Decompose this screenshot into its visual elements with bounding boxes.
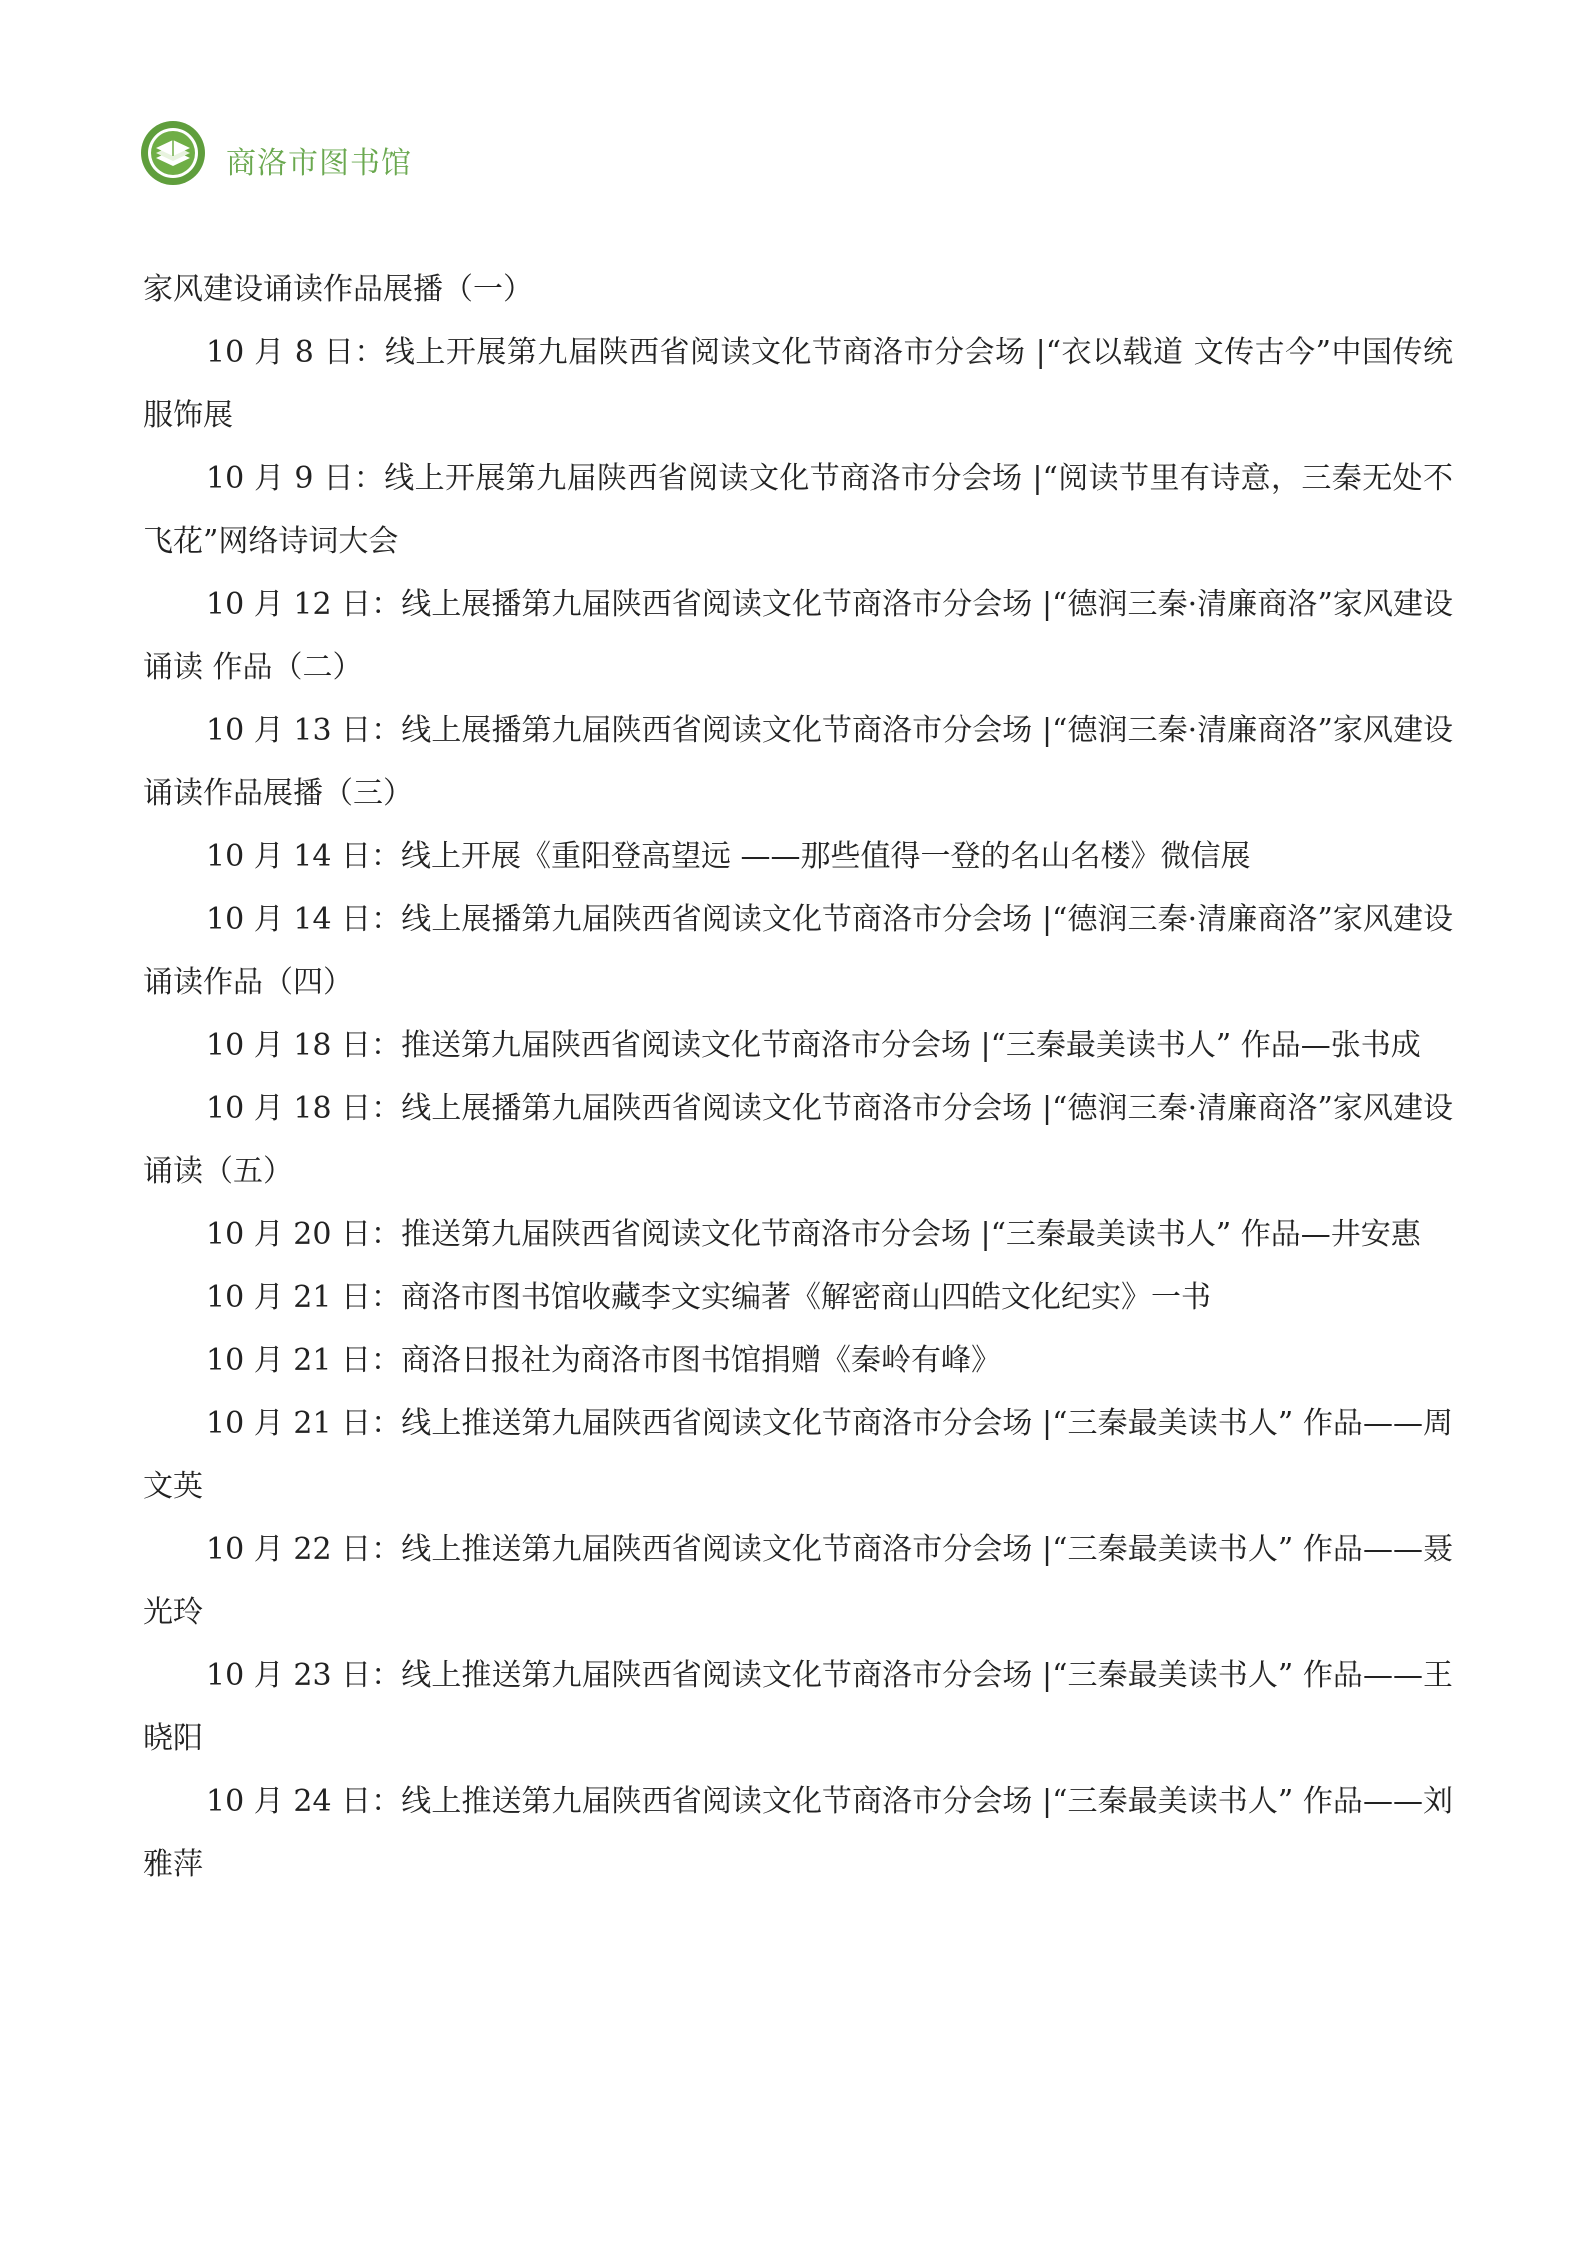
list-item: 10 月 22 日：线上推送第九届陕西省阅读文化节商洛市分会场 |“三秦最美读书人” 作品——聂光玲 [143,1532,1453,1630]
continued-line: 家风建设诵读作品展播（一） [143,272,533,307]
entry-list [143,321,1453,1896]
list-item: 10 月 9 日：线上开展第九届陕西省阅读文化节商洛市分会场 |“阅读节里有诗意，三秦无处不飞花”网络诗词大会 [143,461,1453,559]
list-item: 10 月 12 日：线上展播第九届陕西省阅读文化节商洛市分会场 |“德润三秦·清廉商洛”家风建设诵读 作品（二） [143,587,1453,685]
list-item: 10 月 14 日：线上展播第九届陕西省阅读文化节商洛市分会场 |“德润三秦·清廉商洛”家风建设诵读作品（四） [143,902,1453,1000]
library-name: 商洛市图书馆 [226,146,412,181]
library-books-logo-icon [140,120,206,186]
list-item: 10 月 21 日：线上推送第九届陕西省阅读文化节商洛市分会场 |“三秦最美读书人” 作品——周文英 [143,1406,1453,1504]
list-item: 10 月 14 日：线上开展《重阳登高望远 ——那些值得一登的名山名楼》微信展 [206,839,1251,874]
list-item: 10 月 21 日：商洛市图书馆收藏李文实编著《解密商山四皓文化纪实》一书 [206,1280,1211,1315]
list-item: 10 月 18 日：线上展播第九届陕西省阅读文化节商洛市分会场 |“德润三秦·清廉商洛”家风建设诵读（五） [143,1091,1453,1189]
list-item: 10 月 18 日：推送第九届陕西省阅读文化节商洛市分会场 |“三秦最美读书人” 作品—张书成 [206,1028,1421,1063]
list-item: 10 月 21 日：商洛日报社为商洛市图书馆捐赠《秦岭有峰》 [206,1343,1001,1378]
list-item: 10 月 13 日：线上展播第九届陕西省阅读文化节商洛市分会场 |“德润三秦·清廉商洛”家风建设诵读作品展播（三） [143,713,1453,811]
page-header [140,118,412,188]
list-item: 10 月 23 日：线上推送第九届陕西省阅读文化节商洛市分会场 |“三秦最美读书人” 作品——王晓阳 [143,1658,1453,1756]
list-item: 10 月 24 日：线上推送第九届陕西省阅读文化节商洛市分会场 |“三秦最美读书人” 作品——刘雅萍 [143,1784,1453,1882]
document-body [143,258,1453,1896]
list-item: 10 月 8 日：线上开展第九届陕西省阅读文化节商洛市分会场 |“衣以载道 文传古今”中国传统服饰展 [143,335,1453,433]
list-item: 10 月 20 日：推送第九届陕西省阅读文化节商洛市分会场 |“三秦最美读书人” 作品—井安惠 [206,1217,1421,1252]
